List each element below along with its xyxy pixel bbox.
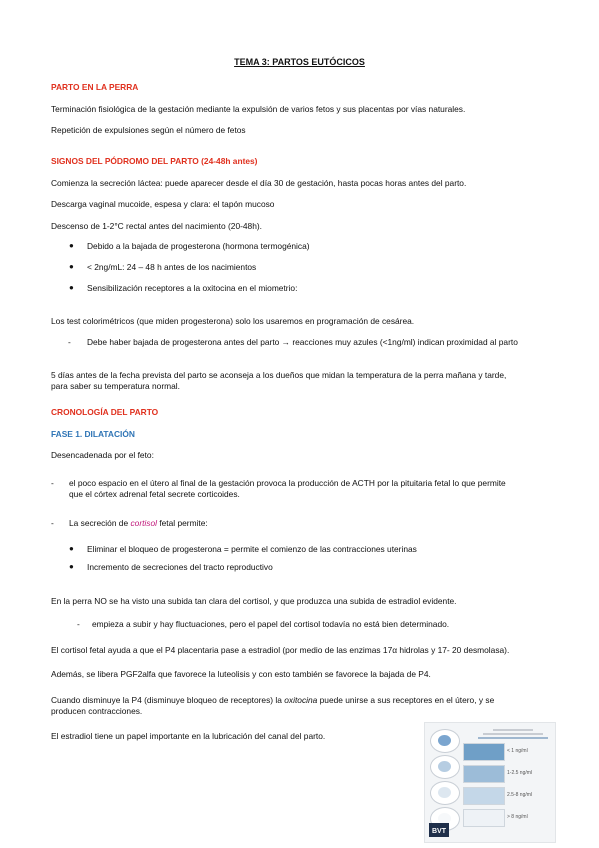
paragraph: 5 días antes de la fecha prevista del parto se aconseja a los dueños que midan la temperatura de la perra mañana y tarde, bbox=[51, 370, 507, 380]
list-item-continuation: que el córtex adrenal fetal secrete corticoides. bbox=[69, 489, 240, 499]
paragraph-continuation: producen contracciones. bbox=[51, 706, 143, 716]
text: fetal permite: bbox=[157, 518, 208, 528]
swatch-label: < 1 ng/ml bbox=[507, 748, 528, 754]
progesterone-test-chart-image bbox=[424, 722, 556, 843]
paragraph: El estradiol tiene un papel importante en la lubricación del canal del parto. bbox=[51, 731, 326, 741]
color-swatch bbox=[463, 809, 505, 827]
paragraph: Descenso de 1-2°C rectal antes del nacimiento (20-48h). bbox=[51, 221, 262, 231]
sample-well bbox=[430, 729, 460, 753]
bvt-logo-icon bbox=[429, 823, 449, 837]
header-line bbox=[493, 729, 533, 731]
well-color bbox=[438, 787, 451, 798]
emphasis-oxitocina: oxitocina bbox=[284, 695, 318, 705]
page-title: TEMA 3: PARTOS EUTÓCICOS bbox=[234, 57, 365, 67]
color-swatch bbox=[463, 765, 505, 783]
list-item bbox=[69, 518, 208, 529]
swatch-label: 1-2.5 ng/ml bbox=[507, 770, 533, 776]
bullet-icon: ● bbox=[69, 544, 74, 553]
header-line bbox=[478, 737, 548, 739]
paragraph: Repetición de expulsiones según el número de fetos bbox=[51, 125, 246, 135]
swatch-label: 2.5-8 ng/ml bbox=[507, 792, 533, 798]
sample-well bbox=[430, 781, 460, 805]
well-color bbox=[438, 761, 451, 772]
subheading-fase-1: FASE 1. DILATACIÓN bbox=[51, 429, 135, 439]
paragraph: El cortisol fetal ayuda a que el P4 placentaria pase a estradiol (por medio de las enzimas 17α hidrolas y 17- 20 desmolasa). bbox=[51, 645, 510, 655]
header-line bbox=[483, 733, 543, 735]
list-item: Debido a la bajada de progesterona (hormona termogénica) bbox=[87, 241, 310, 251]
color-swatch bbox=[463, 787, 505, 805]
paragraph: Además, se libera PGF2alfa que favorece la luteolisis y con esto también se favorece la bajada de P4. bbox=[51, 669, 431, 679]
dash-icon: - bbox=[68, 337, 71, 347]
dash-icon: - bbox=[51, 518, 54, 528]
paragraph: Los test colorimétricos (que miden progesterona) solo los usaremos en programación de cesárea. bbox=[51, 316, 415, 326]
paragraph: Terminación fisiológica de la gestación mediante la expulsión de varios fetos y sus placentas por vías naturales. bbox=[51, 104, 466, 114]
sample-well bbox=[430, 755, 460, 779]
list-item: < 2ng/mL: 24 – 48 h antes de los nacimientos bbox=[87, 262, 257, 272]
bullet-icon: ● bbox=[69, 283, 74, 292]
section-heading-signos: SIGNOS DEL PÓDROMO DEL PARTO (24-48h antes) bbox=[51, 156, 258, 166]
paragraph-continuation: para saber su temperatura normal. bbox=[51, 381, 180, 391]
text: puede unirse a sus receptores en el útero, y se bbox=[317, 695, 495, 705]
list-item: Eliminar el bloqueo de progesterona = permite el comienzo de las contracciones uterinas bbox=[87, 544, 417, 554]
dash-icon: - bbox=[77, 619, 80, 629]
list-item: Incremento de secreciones del tracto reproductivo bbox=[87, 562, 273, 572]
logo-text: BVT bbox=[432, 828, 446, 835]
paragraph: En la perra NO se ha visto una subida tan clara del cortisol, y que produzca una subida de estradiol evidente. bbox=[51, 596, 457, 606]
dash-icon: - bbox=[51, 478, 54, 488]
chart-header bbox=[475, 727, 551, 741]
bullet-icon: ● bbox=[69, 562, 74, 571]
bullet-icon: ● bbox=[69, 241, 74, 250]
list-item: Sensibilización receptores a la oxitocina en el miometrio: bbox=[87, 283, 298, 293]
bullet-icon: ● bbox=[69, 262, 74, 271]
list-item: empieza a subir y hay fluctuaciones, pero el papel del cortisol todavía no está bien determinado. bbox=[92, 619, 450, 629]
emphasis-cortisol: cortisol bbox=[130, 518, 157, 528]
paragraph: Desencadenada por el feto: bbox=[51, 450, 154, 460]
text: Cuando disminuye la P4 (disminuye bloqueo de receptores) la bbox=[51, 695, 285, 705]
swatch-label: > 8 ng/ml bbox=[507, 814, 528, 820]
paragraph: Descarga vaginal mucoide, espesa y clara: el tapón mucoso bbox=[51, 199, 275, 209]
list-item: el poco espacio en el útero al final de la gestación provoca la producción de ACTH por la pituitaria fetal lo que permite bbox=[69, 478, 506, 488]
well-color bbox=[438, 735, 451, 746]
color-swatch bbox=[463, 743, 505, 761]
section-heading-parto-perra: PARTO EN LA PERRA bbox=[51, 82, 139, 92]
section-heading-cronologia: CRONOLOGÍA DEL PARTO bbox=[51, 407, 159, 417]
text: La secreción de bbox=[69, 518, 131, 528]
paragraph bbox=[51, 695, 494, 706]
list-item: Debe haber bajada de progesterona antes del parto → reacciones muy azules (<1ng/ml) indican proximidad al parto bbox=[87, 337, 518, 347]
paragraph: Comienza la secreción láctea: puede aparecer desde el día 30 de gestación, hasta pocas horas antes del parto. bbox=[51, 178, 467, 188]
